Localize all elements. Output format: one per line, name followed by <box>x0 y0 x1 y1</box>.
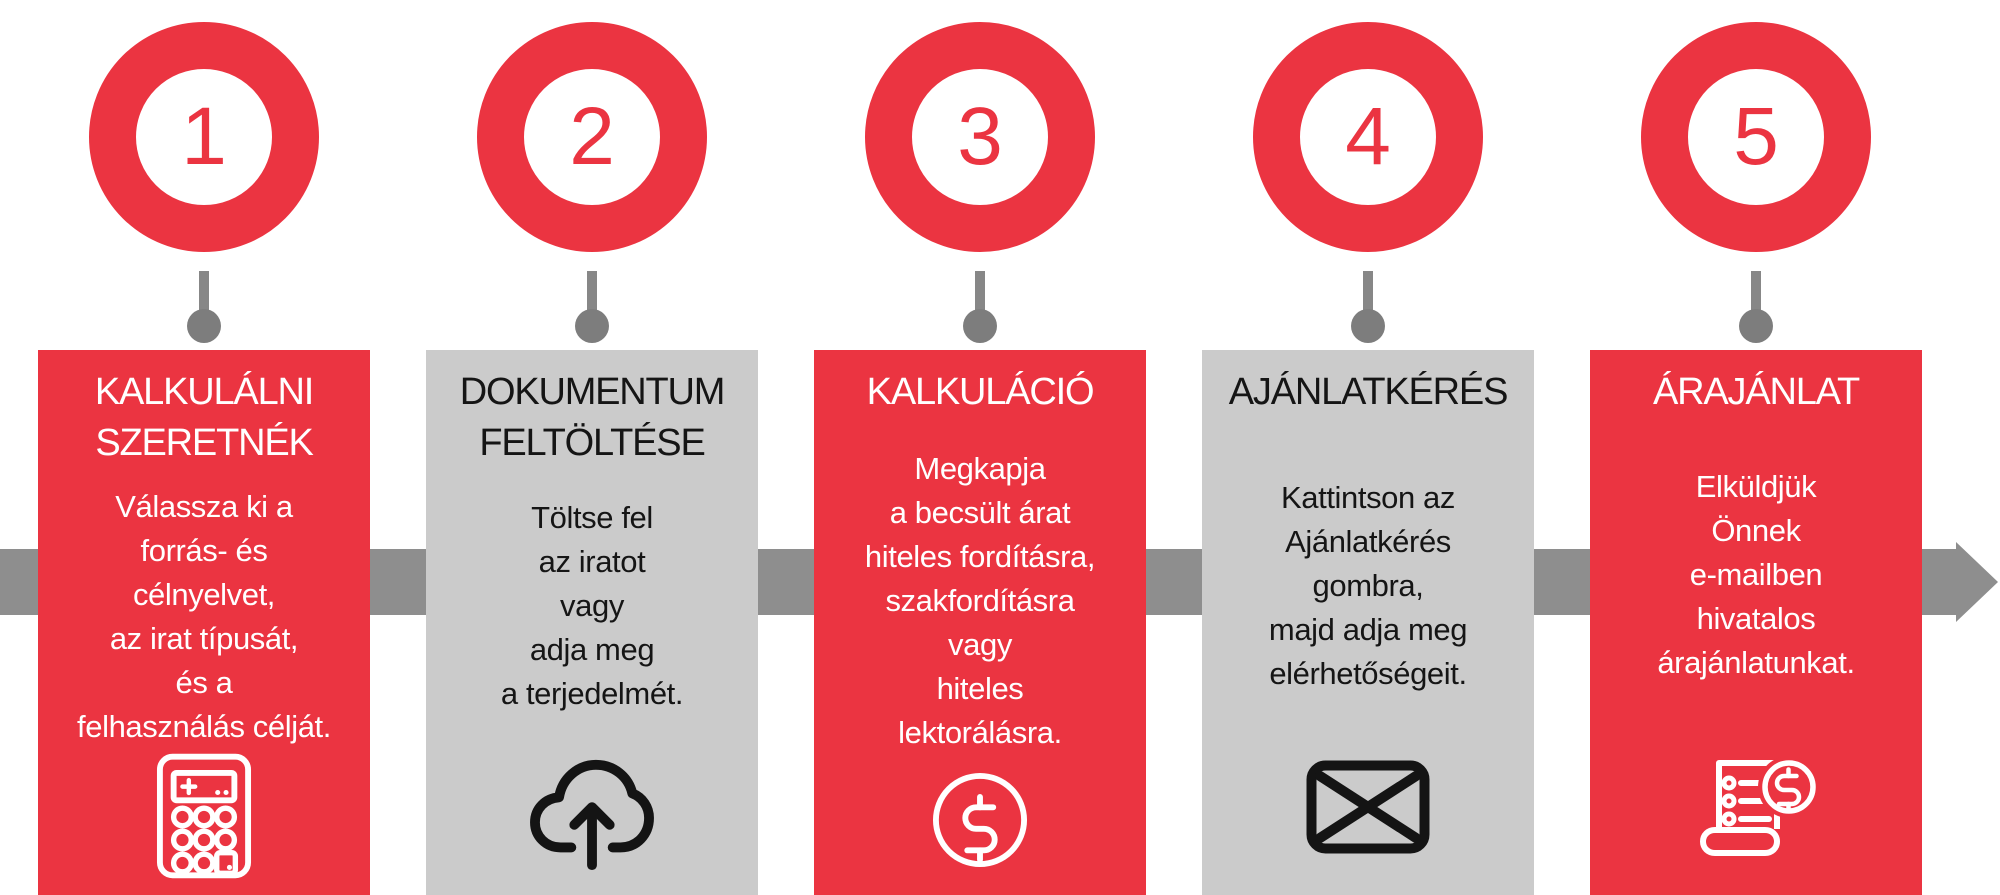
pin-ball <box>187 309 221 343</box>
step-card <box>814 350 1146 895</box>
step-number-ring <box>865 22 1095 252</box>
step-icon <box>1306 760 1430 854</box>
step-description: Megkapja a becsült árat hiteles fordításra, szakfordításra vagy hiteles lektorálásra. <box>864 451 1096 750</box>
step-number-ring <box>1253 22 1483 252</box>
step-description: Elküldjük Önnek e-mailben hivatalos árajánlatunkat. <box>1657 469 1855 680</box>
step-card <box>1202 350 1534 895</box>
dollar-circle-icon <box>932 772 1028 868</box>
step-description: Válassza ki a forrás- és célnyelvet, az irat típusát, és a felhasználás célját. <box>77 489 331 744</box>
step-title: ÁRAJÁNLAT <box>1653 371 1859 413</box>
step-1 <box>38 0 370 895</box>
step-icon <box>932 772 1028 868</box>
step-icon <box>156 753 252 879</box>
step-3 <box>814 0 1146 895</box>
step-icon <box>1695 757 1817 869</box>
calculator-icon <box>156 753 252 879</box>
step-number: 3 <box>957 91 1003 182</box>
step-4 <box>1202 0 1534 895</box>
step-description: Töltse fel az iratot vagy adja meg a terjedelmét. <box>500 500 684 711</box>
step-icon <box>530 755 654 873</box>
step-number: 4 <box>1345 91 1391 182</box>
step-title: KALKULÁLNI SZERETNÉK <box>94 371 314 464</box>
envelope-icon <box>1306 760 1430 854</box>
step-number: 1 <box>181 91 227 182</box>
step-title: AJÁNLATKÉRÉS <box>1228 371 1508 413</box>
pin-ball <box>1739 309 1773 343</box>
step-description: Kattintson az Ajánlatkérés gombra, majd adja meg elérhetőségeit. <box>1268 480 1468 691</box>
step-title: KALKULÁCIÓ <box>866 371 1094 413</box>
cloud-upload-icon <box>530 755 654 873</box>
step-number: 2 <box>569 91 615 182</box>
step-5 <box>1590 0 1922 895</box>
pin-ball <box>1351 309 1385 343</box>
step-card <box>38 350 370 895</box>
step-2 <box>426 0 758 895</box>
step-card <box>1590 350 1922 895</box>
step-title: DOKUMENTUM FELTÖLTÉSE <box>459 371 725 464</box>
step-number-ring <box>1641 22 1871 252</box>
invoice-dollar-icon <box>1695 757 1817 869</box>
process-arrow-head <box>1956 542 1998 622</box>
step-number-ring <box>477 22 707 252</box>
pin-ball <box>963 309 997 343</box>
step-number: 5 <box>1733 91 1779 182</box>
pin-ball <box>575 309 609 343</box>
step-card <box>426 350 758 895</box>
step-number-ring <box>89 22 319 252</box>
